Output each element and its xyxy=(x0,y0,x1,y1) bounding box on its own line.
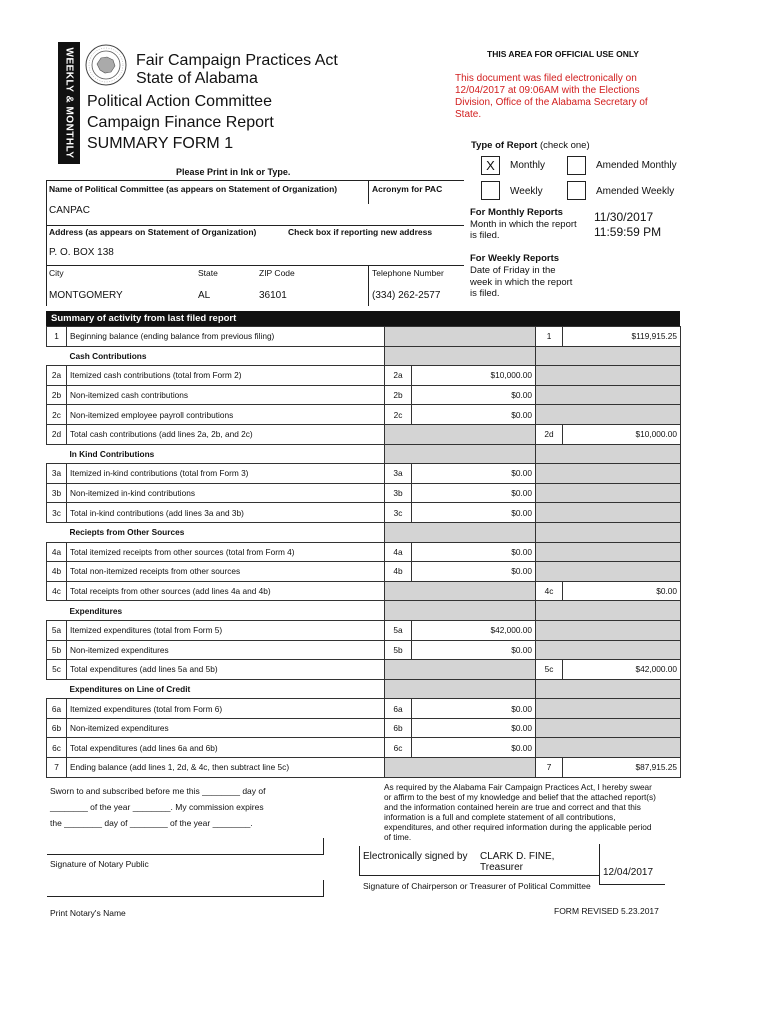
line-number: 4b xyxy=(47,562,67,582)
committee-info xyxy=(46,180,464,306)
total-amount[interactable]: $10,000.00 xyxy=(563,424,681,444)
total-amount[interactable]: $42,000.00 xyxy=(563,660,681,680)
section-header-label: Expenditures xyxy=(69,605,123,616)
total-line-number: 1 xyxy=(536,327,563,347)
line-description: Total expenditures (add lines 5a and 5b) xyxy=(67,660,385,680)
summary-section-header xyxy=(47,522,681,542)
line-description: Total cash contributions (add lines 2a, 2b, and 2c) xyxy=(67,424,385,444)
summary-row xyxy=(47,366,681,386)
line-description: Itemized expenditures (total from Form 6) xyxy=(67,699,385,719)
chair-signature-label: Signature of Chairperson or Treasurer of Political Committee xyxy=(363,881,591,891)
line-number: 4c xyxy=(47,581,67,601)
summary-row xyxy=(47,424,681,444)
line-description: Total expenditures (add lines 6a and 6b) xyxy=(67,738,385,758)
city-value[interactable]: MONTGOMERY xyxy=(49,290,123,301)
signed-date: 12/04/2017 xyxy=(603,867,654,878)
zip-value[interactable]: 36101 xyxy=(259,290,287,301)
summary-row xyxy=(47,327,681,347)
state-value[interactable]: AL xyxy=(198,290,211,301)
section-header-label: Cash Contributions xyxy=(69,350,147,361)
gray-cell xyxy=(385,327,536,347)
address-label: Address (as appears on Statement of Organization) xyxy=(49,227,257,237)
gray-cell xyxy=(536,699,681,719)
weekly-reports-label: For Weekly Reports xyxy=(470,253,560,264)
total-line-number: 4c xyxy=(536,581,563,601)
attestation-text: As required by the Alabama Fair Campaign Practices Act, I hereby swear or affirm to the best of my knowledge and belief that the attached report(s) and the information contained herein are true and correct and that this information is a full and complete statement of all contributions, expenditures, and other required information during the applicable period of time. xyxy=(384,782,656,842)
acronym-label: Acronym for PAC xyxy=(372,184,443,194)
sub-amount[interactable]: $0.00 xyxy=(412,562,536,582)
sub-amount[interactable]: $0.00 xyxy=(412,483,536,503)
signer-title: Treasurer xyxy=(480,862,523,873)
summary-row xyxy=(47,503,681,523)
line-number: 6c xyxy=(47,738,67,758)
summary-section-header xyxy=(47,679,681,699)
summary-row xyxy=(47,758,681,778)
summary-table xyxy=(46,326,681,778)
gray-cell xyxy=(385,424,536,444)
summary-row xyxy=(47,562,681,582)
gray-cell xyxy=(385,758,536,778)
sub-line-number: 2b xyxy=(385,385,412,405)
gray-cell xyxy=(385,346,536,366)
sub-amount[interactable]: $0.00 xyxy=(412,405,536,425)
line-description: Ending balance (add lines 1, 2d, & 4c, then subtract line 5c) xyxy=(67,758,385,778)
sub-line-number: 3c xyxy=(385,503,412,523)
line-description: Itemized cash contributions (total from Form 2) xyxy=(67,366,385,386)
blank-cell xyxy=(47,679,67,699)
sub-amount[interactable]: $0.00 xyxy=(412,503,536,523)
summary-row xyxy=(47,738,681,758)
notary-sworn-text: Sworn to and subscribed before me this ________ day of ________ of the year ________. My commission expires the ________ day of ________ of the year ________. xyxy=(50,786,266,828)
phone-label: Telephone Number xyxy=(372,268,444,278)
gray-cell xyxy=(536,346,681,366)
gray-cell xyxy=(536,483,681,503)
sub-amount[interactable]: $0.00 xyxy=(412,718,536,738)
total-line-number: 2d xyxy=(536,424,563,444)
committee-name-label: Name of Political Committee (as appears on Statement of Organization) xyxy=(49,184,338,194)
gray-cell xyxy=(536,562,681,582)
sub-amount[interactable]: $0.00 xyxy=(412,542,536,562)
line-number: 1 xyxy=(47,327,67,347)
title-line-4: Campaign Finance Report xyxy=(87,114,274,131)
state-seal-icon xyxy=(85,44,127,86)
summary-row xyxy=(47,581,681,601)
line-number: 5a xyxy=(47,620,67,640)
line-number: 2a xyxy=(47,366,67,386)
side-banner xyxy=(58,42,80,164)
new-address-check-label[interactable]: Check box if reporting new address xyxy=(288,227,433,237)
sub-amount[interactable]: $0.00 xyxy=(412,738,536,758)
filed-notice: This document was filed electronically on 12/04/2017 at 09:06AM with the Elections Division, Office of the Alabama Secretary of State. xyxy=(455,73,648,120)
total-line-number: 5c xyxy=(536,660,563,680)
section-header-label: Reciepts from Other Sources xyxy=(69,527,185,538)
title-line-3: Political Action Committee xyxy=(87,93,272,110)
gray-cell xyxy=(385,679,536,699)
sub-amount[interactable]: $10,000.00 xyxy=(412,366,536,386)
line-description: Total in-kind contributions (add lines 3a and 3b) xyxy=(67,503,385,523)
line-number: 2b xyxy=(47,385,67,405)
amended-weekly-checkbox[interactable] xyxy=(567,181,586,200)
gray-cell xyxy=(385,581,536,601)
blank-cell xyxy=(47,601,67,621)
line-number: 3a xyxy=(47,464,67,484)
line-number: 6b xyxy=(47,718,67,738)
weekly-label: Weekly xyxy=(510,186,543,197)
monthly-reports-desc: Month in which the report is filed. xyxy=(470,219,577,241)
line-description: Non-itemized in-kind contributions xyxy=(67,483,385,503)
weekly-checkbox[interactable] xyxy=(481,181,500,200)
gray-cell xyxy=(536,385,681,405)
monthly-reports-label: For Monthly Reports xyxy=(470,207,563,218)
amended-monthly-label: Amended Monthly xyxy=(596,160,677,171)
sub-amount[interactable]: $0.00 xyxy=(412,699,536,719)
total-amount[interactable]: $0.00 xyxy=(563,581,681,601)
summary-section-header xyxy=(47,346,681,366)
line-number: 2c xyxy=(47,405,67,425)
section-header-label: Expenditures on Line of Credit xyxy=(69,683,191,694)
total-amount[interactable]: $119,915.25 xyxy=(563,327,681,347)
state-label: State xyxy=(198,268,218,278)
notary-name-label: Print Notary's Name xyxy=(50,908,126,918)
summary-row xyxy=(47,542,681,562)
sub-line-number: 4b xyxy=(385,562,412,582)
phone-value[interactable]: (334) 262-2577 xyxy=(372,290,441,301)
total-amount[interactable]: $87,915.25 xyxy=(563,758,681,778)
line-number: 5b xyxy=(47,640,67,660)
line-description: Total itemized receipts from other sources (total from Form 4) xyxy=(67,542,385,562)
city-label: City xyxy=(49,268,64,278)
total-line-number: 7 xyxy=(536,758,563,778)
gray-cell xyxy=(536,366,681,386)
signer-name: CLARK D. FINE, xyxy=(480,851,555,862)
gray-cell xyxy=(536,601,681,621)
summary-row xyxy=(47,660,681,680)
blank-cell xyxy=(47,444,67,464)
form-revised: FORM REVISED 5.23.2017 xyxy=(554,906,659,916)
sub-line-number: 5a xyxy=(385,620,412,640)
summary-row xyxy=(47,405,681,425)
summary-row xyxy=(47,699,681,719)
gray-cell xyxy=(536,405,681,425)
sub-amount[interactable]: $0.00 xyxy=(412,464,536,484)
monthly-report-time: 11:59:59 PM xyxy=(594,225,662,239)
sub-line-number: 6a xyxy=(385,699,412,719)
sub-amount[interactable]: $0.00 xyxy=(412,385,536,405)
gray-cell xyxy=(536,738,681,758)
summary-row xyxy=(47,620,681,640)
summary-section-header xyxy=(47,601,681,621)
print-note: Please Print in Ink or Type. xyxy=(176,167,291,177)
gray-cell xyxy=(385,660,536,680)
line-number: 6a xyxy=(47,699,67,719)
line-description: Non-itemized expenditures xyxy=(67,718,385,738)
amended-monthly-checkbox[interactable] xyxy=(567,156,586,175)
blank-cell xyxy=(47,346,67,366)
notary-signature-label: Signature of Notary Public xyxy=(50,859,149,869)
address-value[interactable]: P. O. BOX 138 xyxy=(49,247,114,258)
gray-cell xyxy=(385,522,536,542)
summary-row xyxy=(47,483,681,503)
monthly-checkbox[interactable]: X xyxy=(481,156,500,175)
sub-amount[interactable]: $42,000.00 xyxy=(412,620,536,640)
gray-cell xyxy=(536,718,681,738)
monthly-report-date: 11/30/2017 xyxy=(594,210,654,224)
line-number: 7 xyxy=(47,758,67,778)
sub-line-number: 4a xyxy=(385,542,412,562)
committee-name-value[interactable]: CANPAC xyxy=(49,205,90,216)
line-description: Beginning balance (ending balance from previous filing) xyxy=(67,327,385,347)
summary-row xyxy=(47,385,681,405)
sub-line-number: 3b xyxy=(385,483,412,503)
summary-section-header xyxy=(47,444,681,464)
title-line-1: Fair Campaign Practices Act xyxy=(136,52,338,69)
title-line-2: State of Alabama xyxy=(136,70,258,87)
line-description: Non-itemized cash contributions xyxy=(67,385,385,405)
sub-line-number: 5b xyxy=(385,640,412,660)
gray-cell xyxy=(536,444,681,464)
type-of-report-label: Type of Report (check one) xyxy=(471,140,590,151)
gray-cell xyxy=(536,503,681,523)
summary-row xyxy=(47,718,681,738)
line-number: 4a xyxy=(47,542,67,562)
sub-line-number: 2a xyxy=(385,366,412,386)
line-description: Non-itemized employee payroll contributions xyxy=(67,405,385,425)
line-description: Total non-itemized receipts from other sources xyxy=(67,562,385,582)
summary-row xyxy=(47,464,681,484)
gray-cell xyxy=(536,542,681,562)
gray-cell xyxy=(385,601,536,621)
gray-cell xyxy=(536,620,681,640)
gray-cell xyxy=(536,640,681,660)
sub-line-number: 3a xyxy=(385,464,412,484)
gray-cell xyxy=(385,444,536,464)
sub-line-number: 2c xyxy=(385,405,412,425)
zip-label: ZIP Code xyxy=(259,268,295,278)
line-description: Total receipts from other sources (add lines 4a and 4b) xyxy=(67,581,385,601)
amended-weekly-label: Amended Weekly xyxy=(596,186,675,197)
e-signed-label: Electronically signed by xyxy=(363,851,468,862)
sub-line-number: 6c xyxy=(385,738,412,758)
line-description: Non-itemized expenditures xyxy=(67,640,385,660)
summary-row xyxy=(47,640,681,660)
line-number: 5c xyxy=(47,660,67,680)
line-description: Itemized expenditures (total from Form 5) xyxy=(67,620,385,640)
summary-title: Summary of activity from last filed report xyxy=(46,311,680,326)
monthly-label: Monthly xyxy=(510,160,546,171)
sub-amount[interactable]: $0.00 xyxy=(412,640,536,660)
line-number: 3b xyxy=(47,483,67,503)
side-banner-text: WEEKLY & MONTHLY xyxy=(63,47,75,159)
line-description: Itemized in-kind contributions (total from Form 3) xyxy=(67,464,385,484)
gray-cell xyxy=(536,679,681,699)
gray-cell xyxy=(536,464,681,484)
blank-cell xyxy=(47,522,67,542)
gray-cell xyxy=(536,522,681,542)
line-number: 3c xyxy=(47,503,67,523)
official-use-label: THIS AREA FOR OFFICIAL USE ONLY xyxy=(487,49,639,59)
section-header-label: In Kind Contributions xyxy=(69,448,155,459)
line-number: 2d xyxy=(47,424,67,444)
weekly-reports-desc: Date of Friday in the week in which the report is filed. xyxy=(470,265,573,299)
sub-line-number: 6b xyxy=(385,718,412,738)
title-line-5: SUMMARY FORM 1 xyxy=(87,135,234,152)
